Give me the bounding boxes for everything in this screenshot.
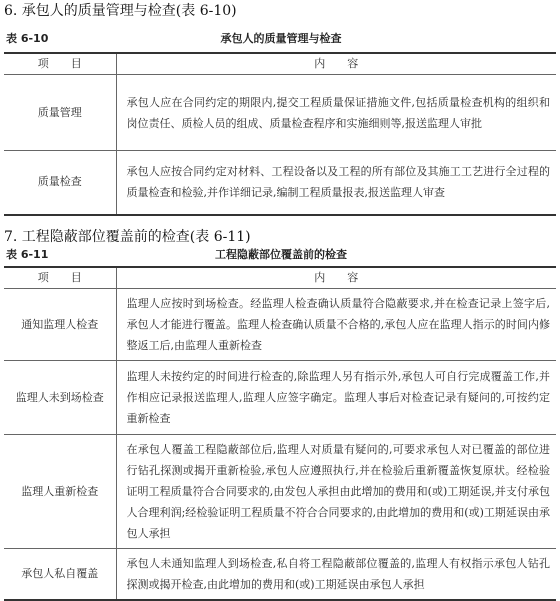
section-6-heading: 6. 承包人的质量管理与检查(表 6-10)	[4, 3, 237, 19]
row-item: 质量管理	[4, 75, 116, 151]
row-item: 通知监理人检查	[4, 289, 116, 361]
table-row	[4, 361, 556, 435]
table-6-10	[4, 52, 556, 216]
table-header-row	[4, 53, 556, 75]
table-row	[4, 75, 556, 151]
table-row	[4, 151, 556, 215]
row-content: 在承包人覆盖工程隐蔽部位后,监理人对质量有疑问的,可要求承包人对已覆盖的部位进行钻孔探测或揭开重新检验,承包人应遵照执行,并在检验后重新覆盖恢复原状。经检验证明工程质量符合合同要求的,由发包人承担由此增加的费用和(或)工期延误,并支付承包人合理利润;经检验证明工程质量不符合合同要求的,由此增加的费用和(或)工期延误由承包人承担	[116, 435, 556, 549]
row-item: 质量检查	[4, 151, 116, 215]
table-number: 表 6-10	[6, 32, 49, 45]
row-item: 承包人私自覆盖	[4, 549, 116, 601]
row-content: 监理人应按时到场检查。经监理人检查确认质量符合隐蔽要求,并在检查记录上签字后,承包人才能进行覆盖。监理人检查确认质量不合格的,承包人应在监理人指示的时间内修整返工后,由监理人重新检查	[116, 289, 556, 361]
row-content: 承包人应按合同约定对材料、工程设备以及工程的所有部位及其施工工艺进行全过程的质量检查和检验,并作详细记录,编制工程质量报表,报送监理人审查	[116, 151, 556, 215]
column-header-item: 项 目	[4, 267, 116, 289]
column-header-item: 项 目	[4, 53, 116, 75]
column-header-content: 内 容	[116, 267, 556, 289]
row-content: 监理人未按约定的时间进行检查的,除监理人另有指示外,承包人可自行完成覆盖工作,并作相应记录报送监理人,监理人应签字确定。监理人事后对检查记录有疑问的,可按约定重新检查	[116, 361, 556, 435]
table-6-11	[4, 266, 556, 601]
table-row	[4, 549, 556, 601]
section-7-heading: 7. 工程隐蔽部位覆盖前的检查(表 6-11)	[4, 229, 251, 245]
row-content: 承包人应在合同约定的期限内,提交工程质量保证措施文件,包括质量检查机构的组织和岗位责任、质检人员的组成、质量检查程序和实施细则等,报送监理人审批	[116, 75, 556, 151]
row-content: 承包人未通知监理人到场检查,私自将工程隐蔽部位覆盖的,监理人有权指示承包人钻孔探测或揭开检查,由此增加的费用和(或)工期延误由承包人承担	[116, 549, 556, 601]
table-row	[4, 289, 556, 361]
row-item: 监理人未到场检查	[4, 361, 116, 435]
table-number: 表 6-11	[6, 248, 49, 261]
table-6-10-caption	[6, 30, 556, 48]
row-item: 监理人重新检查	[4, 435, 116, 549]
table-title: 工程隐蔽部位覆盖前的检查	[215, 248, 347, 261]
column-header-content: 内 容	[116, 53, 556, 75]
table-header-row	[4, 267, 556, 289]
table-6-11-caption	[6, 246, 556, 264]
table-title: 承包人的质量管理与检查	[220, 32, 342, 45]
table-row	[4, 435, 556, 549]
